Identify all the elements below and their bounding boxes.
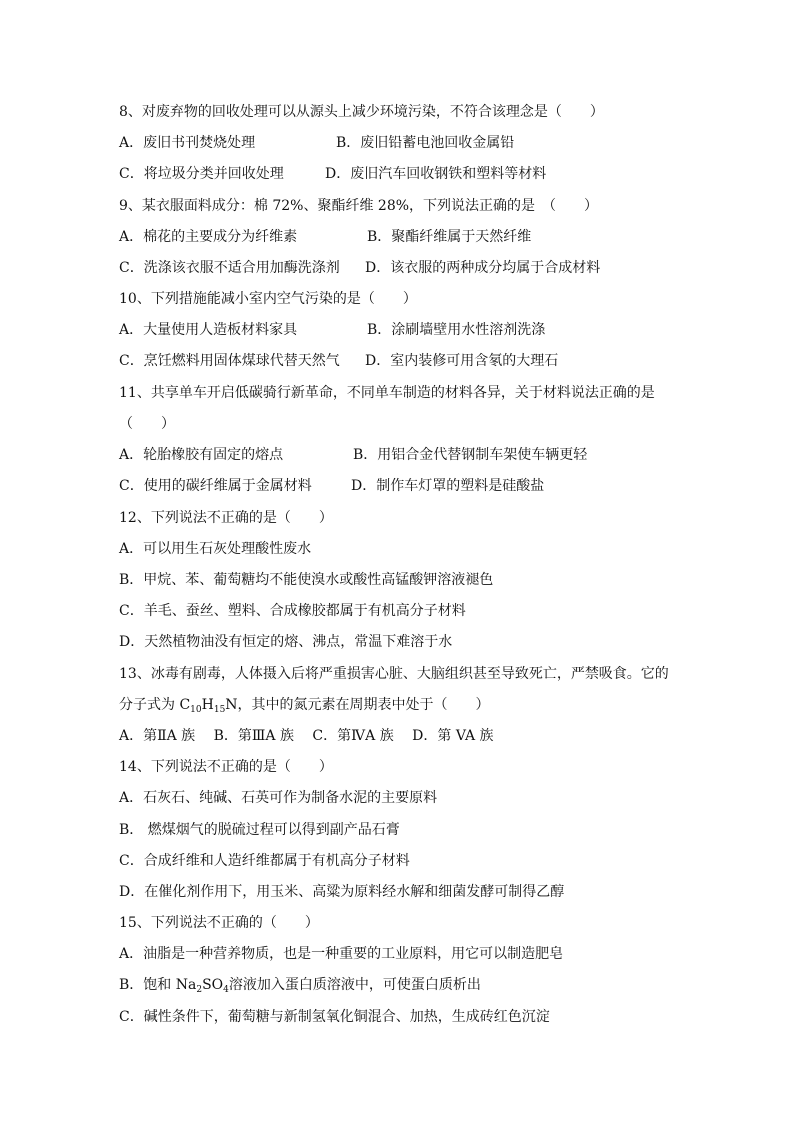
question-11-options-cd (119, 476, 545, 496)
question-12-option-c: C．羊毛、蚕丝、塑料、合成橡胶都属于有机高分子材料 (119, 603, 466, 619)
question-14-option-a: A．石灰石、纯碱、石英可作为制备水泥的主要原料 (119, 790, 438, 806)
option-b-suffix: 溶液加入蛋白质溶液中，可使蛋白质析出 (228, 977, 481, 993)
option-b: B．聚酯纤维属于天然纤维 (367, 229, 532, 245)
option-d: D．室内装修可用含氡的大理石 (365, 353, 559, 369)
question-14-option-c: C．合成纤维和人造纤维都属于有机高分子材料 (119, 853, 410, 869)
question-11-stem-cont: （ ） (119, 416, 175, 432)
question-9-stem: 9、某衣服面料成分：棉 72%、聚酯纤维 28%，下列说法正确的是 （ ） (119, 198, 599, 214)
option-d: D．制作车灯罩的塑料是硅酸盐 (351, 478, 545, 494)
question-13-options: A．第ⅡA 族 B．第ⅢA 族 C．第ⅣA 族 D．第 VA 族 (119, 728, 494, 744)
option-b-prefix: B．饱和 Na (119, 977, 197, 993)
question-10-stem: 10、下列措施能减小室内空气污染的是（ ） (119, 291, 417, 307)
sodium-subscript: 2 (196, 985, 203, 995)
option-c: C．洗涤该衣服不适合用加酶洗涤剂 (119, 260, 340, 276)
question-12-stem: 12、下列说法不正确的是（ ） (119, 510, 333, 526)
option-b: B．用铝合金代替钢制车架使车辆更轻 (353, 447, 588, 463)
carbon-subscript: 10 (190, 705, 202, 715)
question-15-option-c: C．碱性条件下，葡萄糖与新制氢氧化铜混合、加热，生成砖红色沉淀 (119, 1009, 550, 1025)
question-14-stem: 14、下列说法不正确的是（ ） (119, 759, 333, 775)
option-a: A．棉花的主要成分为纤维素 (119, 229, 298, 245)
question-10-options-cd (119, 351, 559, 371)
question-15-stem: 15、下列说法不正确的（ ） (119, 915, 319, 931)
option-c: C．烹饪燃料用固体煤球代替天然气 (119, 353, 340, 369)
oxygen-subscript: 4 (223, 985, 229, 995)
question-15-option-b (119, 975, 481, 1000)
option-d: D．该衣服的两种成分均属于合成材料 (365, 260, 601, 276)
option-b: B．废旧铅蓄电池回收金属铅 (336, 135, 515, 151)
option-d: D．废旧汽车回收钢铁和塑料等材料 (325, 166, 547, 182)
question-12-option-b: B．甲烷、苯、葡萄糖均不能使溴水或酸性高锰酸钾溶液褪色 (119, 572, 494, 588)
option-a: A．大量使用人造板材料家具 (119, 322, 298, 338)
question-9-options-ab (119, 227, 532, 247)
question-14-option-d: D．在催化剂作用下，用玉米、高粱为原料经水解和细菌发酵可制得乙醇 (119, 884, 565, 900)
question-12-option-a: A．可以用生石灰处理酸性废水 (119, 541, 312, 557)
question-15-option-a: A．油脂是一种营养物质，也是一种重要的工业原料，用它可以制造肥皂 (119, 946, 564, 962)
question-11-options-ab (119, 445, 588, 465)
hydrogen-subscript: 15 (213, 705, 226, 715)
question-8-options-cd (119, 164, 547, 184)
formula-suffix: N，其中的氮元素在周期表中处于（ ） (225, 697, 490, 713)
question-12-option-d: D．天然植物油没有恒定的熔、沸点，常温下难溶于水 (119, 634, 453, 650)
question-9-options-cd (119, 258, 601, 278)
question-10-options-ab (119, 320, 546, 340)
option-c: C．将垃圾分类并回收处理 (119, 166, 284, 182)
question-11-stem: 11、共享单车开启低碳骑行新革命，不同单车制造的材料各异，关于材料说法正确的是 (119, 385, 655, 401)
option-c: C．使用的碳纤维属于金属材料 (119, 478, 312, 494)
question-13-stem-cont (119, 695, 490, 720)
sulfate-symbol: SO (202, 977, 224, 993)
option-a: A．轮胎橡胶有固定的熔点 (119, 447, 284, 463)
question-8-stem: 8、对废弃物的回收处理可以从源头上减少环境污染，不符合该理念是（ ） (119, 104, 604, 120)
formula-prefix: 分子式为 C (119, 697, 191, 713)
option-a: A．废旧书刊焚烧处理 (119, 135, 256, 151)
question-14-option-b: B． 燃煤烟气的脱硫过程可以得到副产品石膏 (119, 822, 400, 838)
hydrogen-symbol: H (201, 697, 214, 713)
option-b: B．涂刷墙壁用水性溶剂洗涤 (367, 322, 546, 338)
question-8-options-ab (119, 133, 515, 153)
question-13-stem: 13、冰毒有剧毒，人体摄入后将严重损害心脏、大脑组织甚至导致死亡，严禁吸食。它的 (119, 666, 669, 682)
